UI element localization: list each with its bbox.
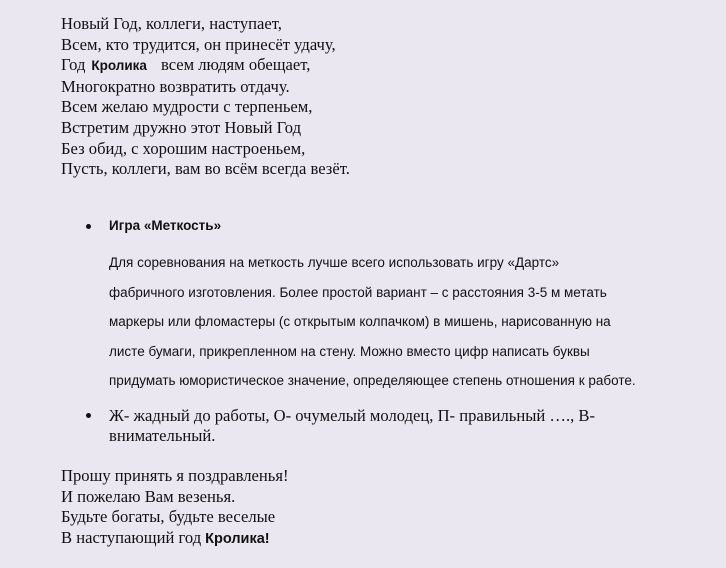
game-description-line-1: Для соревнования на меткость лучше всего использовать игру «Дартс» <box>109 255 560 270</box>
closing-verse <box>61 466 289 549</box>
game-description-line-4: листе бумаги, прикрепленном на стену. Можно вместо цифр написать буквы <box>109 343 590 359</box>
poem-line-3-start: Год <box>61 55 86 75</box>
game-title: Игра «Меткость» <box>109 218 222 233</box>
poem-line-6: Встретим дружно этот Новый Год <box>61 117 302 137</box>
closing-line-4 <box>61 528 289 550</box>
game-description-line-2: фабричного изготовления. Более простой вариант – с расстояния 3-5 м метать <box>109 284 607 300</box>
closing-line-3: Будьте богаты, будьте веселые <box>61 507 276 527</box>
game-description <box>109 248 679 396</box>
closing-line-1: Прошу принять я поздравленья! <box>61 466 289 485</box>
poem-line-4: Многократно возвратить отдачу. <box>61 76 290 96</box>
closing-rabbit: Кролика! <box>205 530 270 547</box>
poem-line-8: Пусть, коллеги, вам во всём всегда везёт. <box>61 159 350 179</box>
poem <box>61 14 350 180</box>
poem-line-1: Новый Год, коллеги, наступает, <box>61 14 282 33</box>
closing-line-2: И пожелаю Вам везенья. <box>61 486 236 506</box>
poem-line-5: Всем желаю мудрости с терпеньем, <box>61 97 313 117</box>
closing-line-4-start: В наступающий год <box>61 527 202 547</box>
poem-line-2: Всем, кто трудится, он принесёт удачу, <box>61 34 336 54</box>
poem-line-3 <box>61 55 350 77</box>
game-description-line-5: придумать юмористическое значение, определяющее степень отношения к работе. <box>109 373 636 389</box>
poem-inline-rabbit: Кролика <box>91 58 147 74</box>
letters-meaning: Ж- жадный до работы, О- очумелый молодец, П- правильный …., В- внимательный. <box>109 406 596 445</box>
poem-line-7: Без обид, с хорошим настроеньем, <box>61 138 306 158</box>
poem-line-3-end: всем людям обещает, <box>160 55 311 75</box>
game-description-line-3: маркеры или фломастеры (с открытым колпачком) в мишень, нарисованную на <box>109 314 611 330</box>
bullet-icon <box>84 411 94 421</box>
bullet-icon <box>84 222 94 232</box>
